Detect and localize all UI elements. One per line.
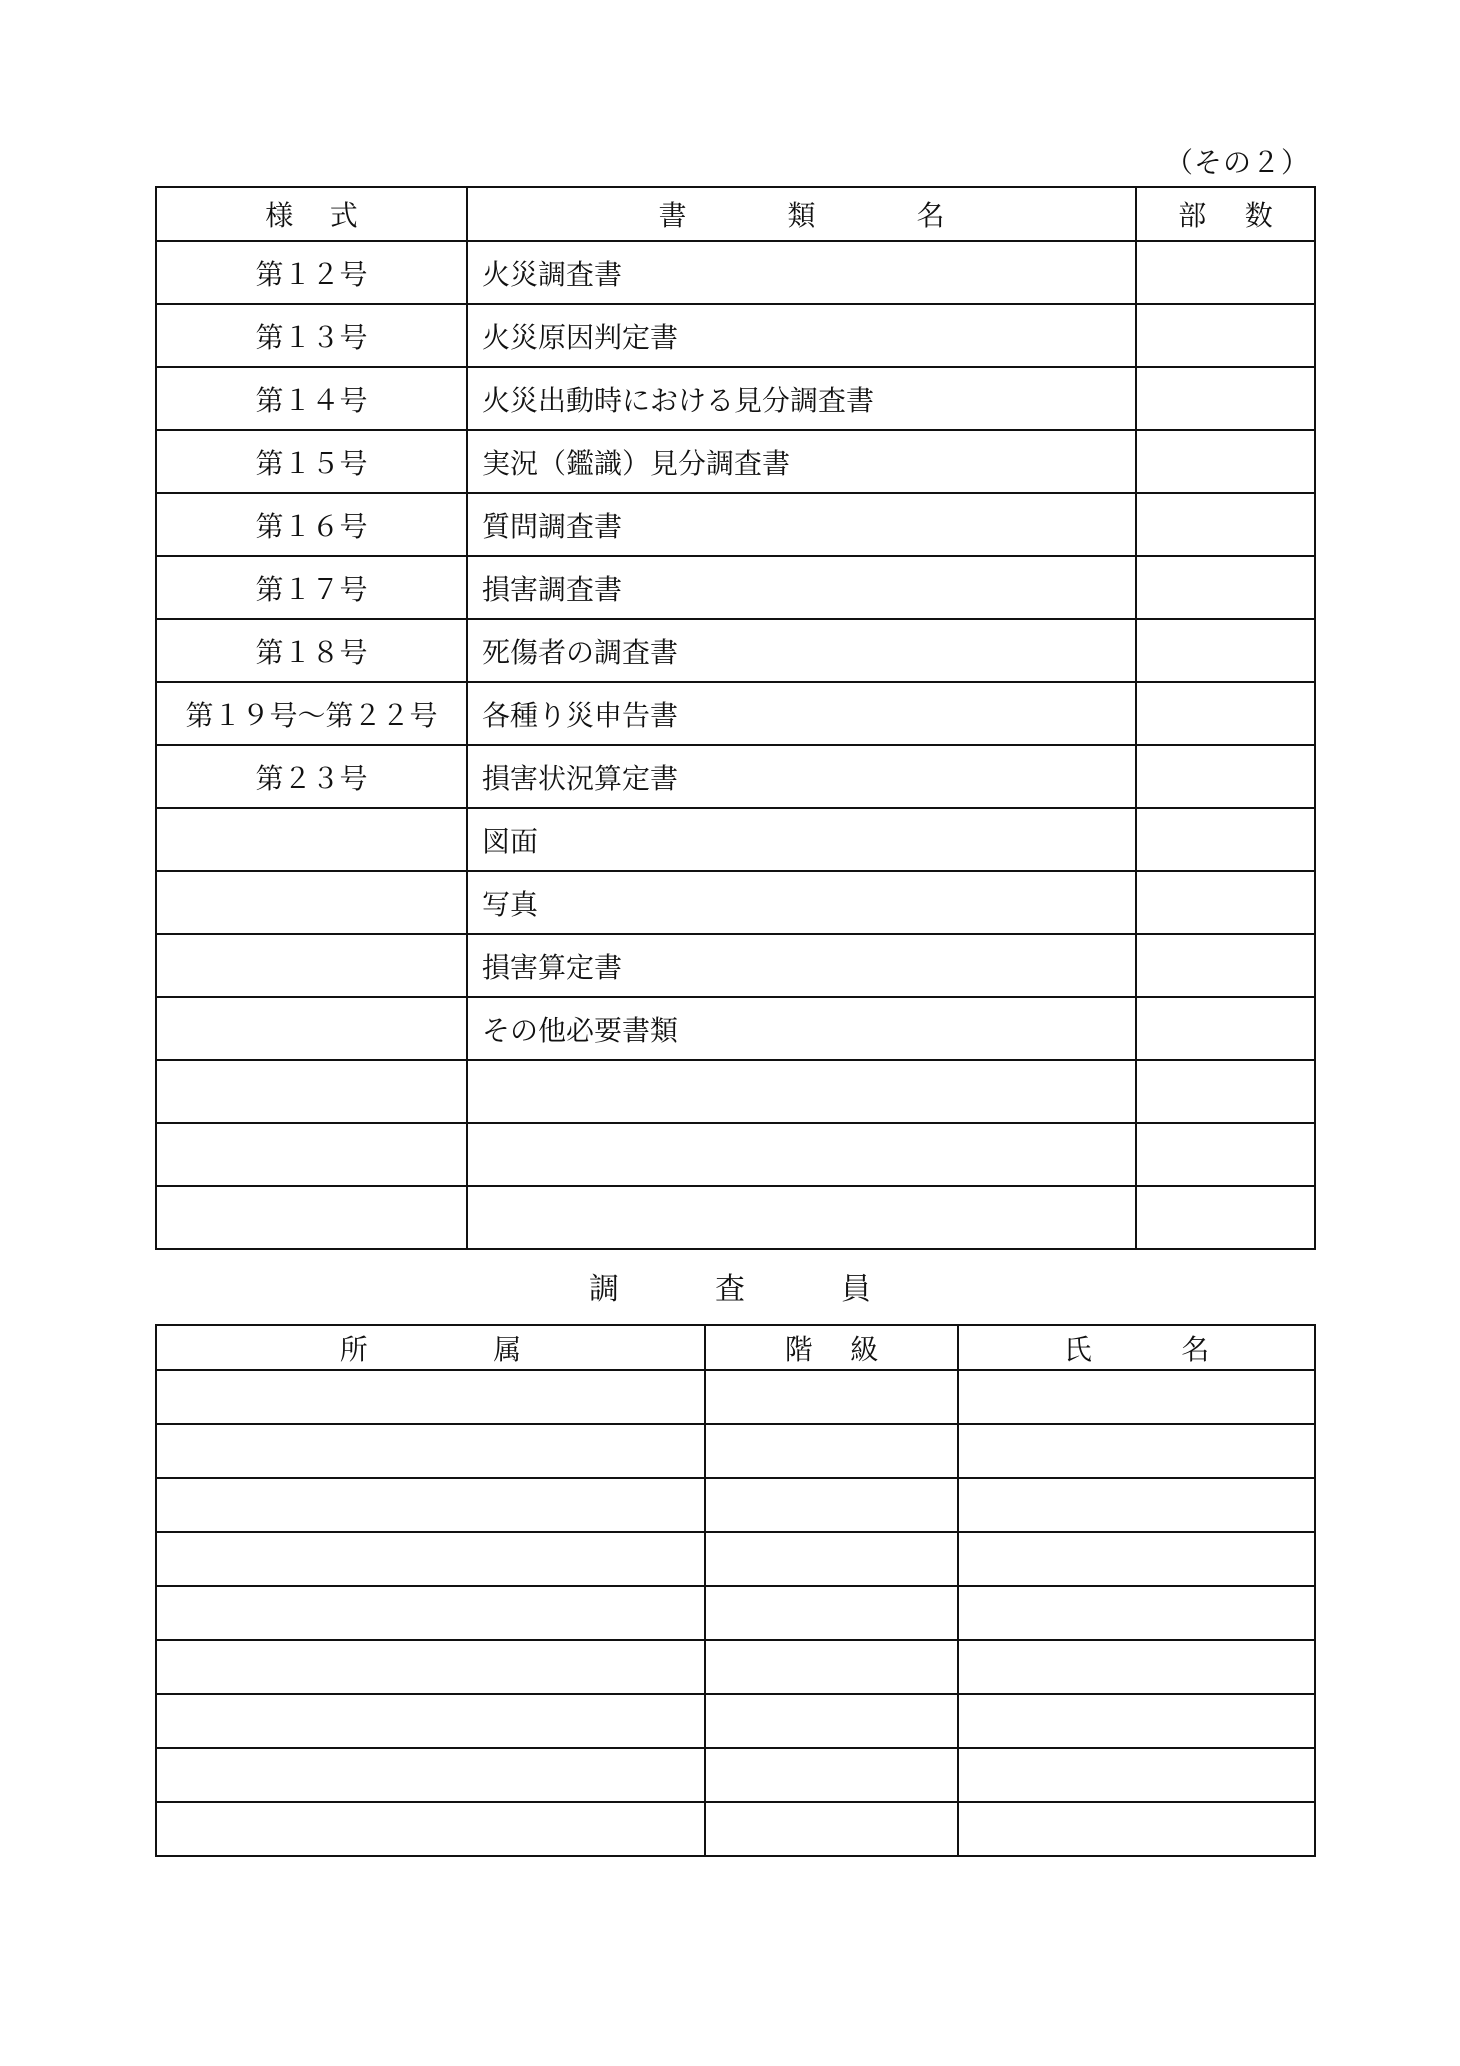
investigator-row bbox=[156, 1748, 1315, 1802]
affiliation-cell bbox=[156, 1640, 705, 1694]
staff-name-cell bbox=[958, 1532, 1315, 1586]
staff-name-cell bbox=[958, 1694, 1315, 1748]
staff-name-cell bbox=[958, 1802, 1315, 1856]
document-name-cell: 損害算定書 bbox=[467, 934, 1136, 997]
document-row bbox=[156, 619, 1315, 682]
affiliation-cell bbox=[156, 1694, 705, 1748]
copies-cell bbox=[1136, 934, 1315, 997]
form-number-cell: 第１２号 bbox=[156, 241, 467, 304]
document-name-cell: 火災調査書 bbox=[467, 241, 1136, 304]
affiliation-cell bbox=[156, 1802, 705, 1856]
document-row bbox=[156, 871, 1315, 934]
rank-cell bbox=[705, 1748, 958, 1802]
staff-name-cell bbox=[958, 1370, 1315, 1424]
investigator-row bbox=[156, 1694, 1315, 1748]
document-name-cell: 火災出動時における見分調査書 bbox=[467, 367, 1136, 430]
rank-cell bbox=[705, 1370, 958, 1424]
copies-cell bbox=[1136, 682, 1315, 745]
copies-cell bbox=[1136, 997, 1315, 1060]
header-name-char-2: 類 bbox=[787, 199, 816, 232]
document-row bbox=[156, 682, 1315, 745]
document-name-cell: 図面 bbox=[467, 808, 1136, 871]
document-row bbox=[156, 493, 1315, 556]
investigator-row bbox=[156, 1424, 1315, 1478]
investigators-title-char-3: 員 bbox=[841, 1272, 871, 1307]
header-form-char-2: 式 bbox=[329, 199, 358, 232]
affiliation-cell bbox=[156, 1370, 705, 1424]
document-row bbox=[156, 745, 1315, 808]
investigators-title-char-2: 査 bbox=[715, 1272, 745, 1307]
form-number-cell bbox=[156, 1060, 467, 1123]
copies-cell bbox=[1136, 1186, 1315, 1249]
rank-cell bbox=[705, 1424, 958, 1478]
header-staff-name bbox=[958, 1325, 1315, 1370]
staff-name-cell bbox=[958, 1748, 1315, 1802]
investigator-row bbox=[156, 1586, 1315, 1640]
form-number-cell: 第１９号～第２２号 bbox=[156, 682, 467, 745]
investigators-title bbox=[0, 1264, 1460, 1308]
staff-name-cell bbox=[958, 1424, 1315, 1478]
investigator-row bbox=[156, 1532, 1315, 1586]
document-name-cell: 写真 bbox=[467, 871, 1136, 934]
header-name-char-3: 名 bbox=[916, 199, 945, 232]
form-number-cell: 第１７号 bbox=[156, 556, 467, 619]
document-name-cell: 質問調査書 bbox=[467, 493, 1136, 556]
form-number-cell: 第２３号 bbox=[156, 745, 467, 808]
investigators-title-char-1: 調 bbox=[589, 1272, 619, 1307]
copies-cell bbox=[1136, 367, 1315, 430]
document-row bbox=[156, 367, 1315, 430]
document-row bbox=[156, 430, 1315, 493]
form-number-cell bbox=[156, 808, 467, 871]
document-name-cell: 各種り災申告書 bbox=[467, 682, 1136, 745]
document-row bbox=[156, 304, 1315, 367]
copies-cell bbox=[1136, 808, 1315, 871]
affiliation-cell bbox=[156, 1586, 705, 1640]
copies-cell bbox=[1136, 871, 1315, 934]
document-row bbox=[156, 808, 1315, 871]
staff-name-cell bbox=[958, 1586, 1315, 1640]
header-rank-char-2: 級 bbox=[850, 1332, 879, 1366]
documents-table-header bbox=[156, 187, 1315, 241]
form-number-cell bbox=[156, 934, 467, 997]
document-name-cell: 火災原因判定書 bbox=[467, 304, 1136, 367]
document-name-cell bbox=[467, 1123, 1136, 1186]
copies-cell bbox=[1136, 493, 1315, 556]
copies-cell bbox=[1136, 745, 1315, 808]
affiliation-cell bbox=[156, 1748, 705, 1802]
form-number-cell bbox=[156, 871, 467, 934]
header-copies bbox=[1136, 187, 1315, 241]
staff-name-cell bbox=[958, 1640, 1315, 1694]
header-rank-char-1: 階 bbox=[784, 1332, 813, 1366]
copies-cell bbox=[1136, 304, 1315, 367]
document-row bbox=[156, 934, 1315, 997]
rank-cell bbox=[705, 1532, 958, 1586]
header-copies-char-2: 数 bbox=[1244, 199, 1273, 232]
copies-cell bbox=[1136, 1123, 1315, 1186]
document-name-cell: その他必要書類 bbox=[467, 997, 1136, 1060]
affiliation-cell bbox=[156, 1478, 705, 1532]
form-number-cell: 第１４号 bbox=[156, 367, 467, 430]
documents-table bbox=[155, 186, 1316, 1250]
copies-cell bbox=[1136, 556, 1315, 619]
copies-cell bbox=[1136, 430, 1315, 493]
rank-cell bbox=[705, 1802, 958, 1856]
form-number-cell: 第１８号 bbox=[156, 619, 467, 682]
document-name-cell bbox=[467, 1060, 1136, 1123]
copies-cell bbox=[1136, 1060, 1315, 1123]
investigator-row bbox=[156, 1370, 1315, 1424]
document-name-cell: 死傷者の調査書 bbox=[467, 619, 1136, 682]
header-affiliation bbox=[156, 1325, 705, 1370]
header-form bbox=[156, 187, 467, 241]
investigator-row bbox=[156, 1640, 1315, 1694]
document-row bbox=[156, 1123, 1315, 1186]
page-label: （その２） bbox=[1164, 146, 1310, 179]
document-row bbox=[156, 556, 1315, 619]
header-staff-name-char-2: 名 bbox=[1181, 1332, 1210, 1366]
document-name-cell: 損害状況算定書 bbox=[467, 745, 1136, 808]
rank-cell bbox=[705, 1586, 958, 1640]
rank-cell bbox=[705, 1640, 958, 1694]
document-row bbox=[156, 241, 1315, 304]
form-number-cell: 第１６号 bbox=[156, 493, 467, 556]
header-rank bbox=[705, 1325, 958, 1370]
document-row bbox=[156, 1186, 1315, 1249]
document-row bbox=[156, 997, 1315, 1060]
form-number-cell bbox=[156, 1186, 467, 1249]
investigator-row bbox=[156, 1478, 1315, 1532]
header-staff-name-char-1: 氏 bbox=[1063, 1332, 1092, 1366]
header-affiliation-char-1: 所 bbox=[339, 1332, 368, 1366]
form-number-cell bbox=[156, 997, 467, 1060]
document-name-cell: 実況（鑑識）見分調査書 bbox=[467, 430, 1136, 493]
affiliation-cell bbox=[156, 1424, 705, 1478]
header-document-name bbox=[467, 187, 1136, 241]
document-name-cell: 損害調査書 bbox=[467, 556, 1136, 619]
copies-cell bbox=[1136, 241, 1315, 304]
form-number-cell: 第１５号 bbox=[156, 430, 467, 493]
rank-cell bbox=[705, 1694, 958, 1748]
investigators-table-header bbox=[156, 1325, 1315, 1370]
document-row bbox=[156, 1060, 1315, 1123]
header-form-char-1: 様 bbox=[265, 199, 294, 232]
rank-cell bbox=[705, 1478, 958, 1532]
header-copies-char-1: 部 bbox=[1178, 199, 1207, 232]
staff-name-cell bbox=[958, 1478, 1315, 1532]
form-number-cell: 第１３号 bbox=[156, 304, 467, 367]
document-name-cell bbox=[467, 1186, 1136, 1249]
affiliation-cell bbox=[156, 1532, 705, 1586]
form-number-cell bbox=[156, 1123, 467, 1186]
header-name-char-1: 書 bbox=[658, 199, 687, 232]
investigators-table bbox=[155, 1324, 1316, 1857]
copies-cell bbox=[1136, 619, 1315, 682]
investigator-row bbox=[156, 1802, 1315, 1856]
header-affiliation-char-2: 属 bbox=[493, 1332, 522, 1366]
